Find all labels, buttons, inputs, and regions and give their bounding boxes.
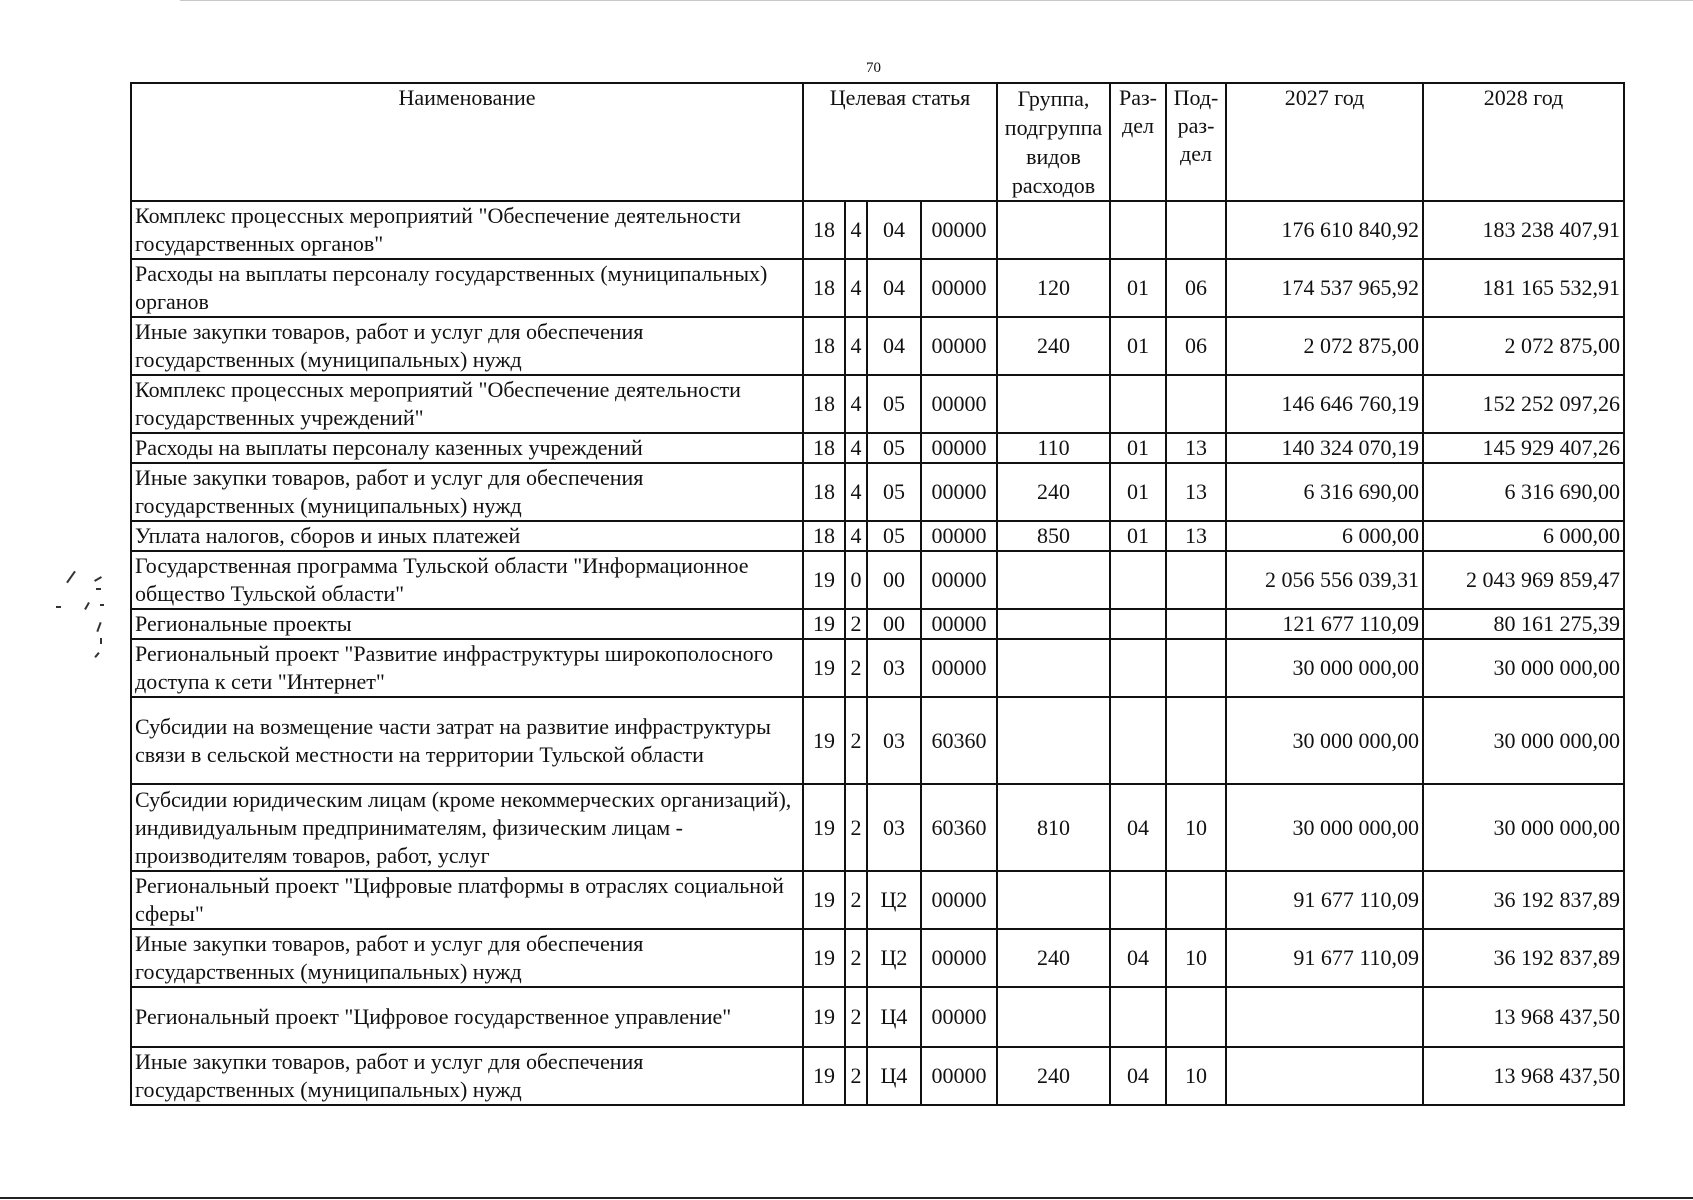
article-code-4: 60360 — [921, 784, 997, 871]
article-code-2: 4 — [845, 375, 867, 433]
article-code-2: 4 — [845, 521, 867, 551]
article-code-3: 04 — [867, 201, 921, 259]
article-code-4: 00000 — [921, 259, 997, 317]
article-code-3: 03 — [867, 697, 921, 784]
table-row — [131, 463, 1624, 521]
amount-2028: 2 072 875,00 — [1423, 317, 1624, 375]
article-code-3: 00 — [867, 609, 921, 639]
table-row — [131, 317, 1624, 375]
row-name: Расходы на выплаты персоналу государственных (муниципальных) органов — [131, 259, 803, 317]
table-row — [131, 521, 1624, 551]
amount-2027: 2 056 556 039,31 — [1226, 551, 1423, 609]
article-code-2: 4 — [845, 317, 867, 375]
article-code-1: 18 — [803, 201, 845, 259]
article-code-4: 60360 — [921, 697, 997, 784]
subsection: 06 — [1166, 317, 1226, 375]
expense-group — [997, 871, 1110, 929]
row-name: Региональные проекты — [131, 609, 803, 639]
amount-2027: 140 324 070,19 — [1226, 433, 1423, 463]
row-name: Комплекс процессных мероприятий "Обеспечение деятельности государственных органов" — [131, 201, 803, 259]
table-row — [131, 929, 1624, 987]
article-code-1: 18 — [803, 259, 845, 317]
section: 04 — [1110, 784, 1166, 871]
article-code-2: 4 — [845, 463, 867, 521]
article-code-3: 05 — [867, 521, 921, 551]
article-code-4: 00000 — [921, 609, 997, 639]
amount-2028: 181 165 532,91 — [1423, 259, 1624, 317]
article-code-2: 2 — [845, 784, 867, 871]
page-number: 70 — [866, 60, 881, 76]
table-row — [131, 1047, 1624, 1105]
expense-group — [997, 639, 1110, 697]
section — [1110, 375, 1166, 433]
article-code-4: 00000 — [921, 929, 997, 987]
scan-edge-top — [180, 0, 1693, 1]
row-name: Региональный проект "Цифровые платформы в отраслях социальной сферы" — [131, 871, 803, 929]
article-code-4: 00000 — [921, 639, 997, 697]
amount-2027: 6 316 690,00 — [1226, 463, 1423, 521]
amount-2027: 30 000 000,00 — [1226, 639, 1423, 697]
article-code-2: 4 — [845, 259, 867, 317]
header-year-2027: 2027 год — [1226, 83, 1423, 201]
section: 01 — [1110, 259, 1166, 317]
table-row — [131, 259, 1624, 317]
amount-2027 — [1226, 1047, 1423, 1105]
article-code-1: 18 — [803, 521, 845, 551]
article-code-3: 04 — [867, 259, 921, 317]
amount-2027: 121 677 110,09 — [1226, 609, 1423, 639]
amount-2028: 6 316 690,00 — [1423, 463, 1624, 521]
expense-group: 240 — [997, 317, 1110, 375]
article-code-4: 00000 — [921, 1047, 997, 1105]
amount-2027: 91 677 110,09 — [1226, 929, 1423, 987]
amount-2028: 13 968 437,50 — [1423, 1047, 1624, 1105]
row-name: Иные закупки товаров, работ и услуг для обеспечения государственных (муниципальных) нужд — [131, 929, 803, 987]
row-name: Субсидии юридическим лицам (кроме некоммерческих организаций), индивидуальным предпринимателям, физическим лицам - производителям товаров, работ, услуг — [131, 784, 803, 871]
table-header-row — [131, 83, 1624, 201]
section: 01 — [1110, 463, 1166, 521]
article-code-4: 00000 — [921, 201, 997, 259]
header-target-article: Целевая статья — [803, 83, 997, 201]
section — [1110, 871, 1166, 929]
amount-2028: 13 968 437,50 — [1423, 987, 1624, 1047]
section — [1110, 697, 1166, 784]
article-code-3: 04 — [867, 317, 921, 375]
article-code-1: 18 — [803, 463, 845, 521]
subsection: 13 — [1166, 463, 1226, 521]
article-code-1: 19 — [803, 639, 845, 697]
article-code-4: 00000 — [921, 987, 997, 1047]
expense-group: 120 — [997, 259, 1110, 317]
row-name: Иные закупки товаров, работ и услуг для обеспечения государственных (муниципальных) нужд — [131, 463, 803, 521]
table-row — [131, 639, 1624, 697]
section — [1110, 609, 1166, 639]
article-code-4: 00000 — [921, 551, 997, 609]
amount-2027: 30 000 000,00 — [1226, 784, 1423, 871]
amount-2028: 36 192 837,89 — [1423, 929, 1624, 987]
article-code-4: 00000 — [921, 317, 997, 375]
section — [1110, 201, 1166, 259]
article-code-3: Ц4 — [867, 1047, 921, 1105]
amount-2028: 6 000,00 — [1423, 521, 1624, 551]
amount-2028: 30 000 000,00 — [1423, 784, 1624, 871]
table-row — [131, 609, 1624, 639]
expense-group: 240 — [997, 1047, 1110, 1105]
article-code-1: 19 — [803, 697, 845, 784]
expense-group — [997, 375, 1110, 433]
subsection: 10 — [1166, 929, 1226, 987]
subsection: 06 — [1166, 259, 1226, 317]
article-code-2: 2 — [845, 929, 867, 987]
subsection — [1166, 871, 1226, 929]
article-code-3: 05 — [867, 433, 921, 463]
article-code-3: Ц4 — [867, 987, 921, 1047]
row-name: Субсидии на возмещение части затрат на развитие инфраструктуры связи в сельской местности на территории Тульской области — [131, 697, 803, 784]
expense-group: 810 — [997, 784, 1110, 871]
amount-2027: 174 537 965,92 — [1226, 259, 1423, 317]
expense-group — [997, 987, 1110, 1047]
article-code-2: 4 — [845, 201, 867, 259]
amount-2028: 145 929 407,26 — [1423, 433, 1624, 463]
row-name: Уплата налогов, сборов и иных платежей — [131, 521, 803, 551]
table-row — [131, 987, 1624, 1047]
amount-2028: 30 000 000,00 — [1423, 639, 1624, 697]
expense-group — [997, 551, 1110, 609]
article-code-3: 05 — [867, 463, 921, 521]
article-code-2: 2 — [845, 1047, 867, 1105]
amount-2028: 183 238 407,91 — [1423, 201, 1624, 259]
subsection: 10 — [1166, 784, 1226, 871]
section: 01 — [1110, 317, 1166, 375]
budget-table — [130, 82, 1625, 1106]
article-code-2: 2 — [845, 871, 867, 929]
article-code-4: 00000 — [921, 871, 997, 929]
article-code-1: 19 — [803, 929, 845, 987]
article-code-1: 18 — [803, 317, 845, 375]
table-row — [131, 697, 1624, 784]
article-code-2: 2 — [845, 639, 867, 697]
amount-2027: 91 677 110,09 — [1226, 871, 1423, 929]
amount-2027: 6 000,00 — [1226, 521, 1423, 551]
section: 01 — [1110, 433, 1166, 463]
subsection — [1166, 375, 1226, 433]
expense-group — [997, 201, 1110, 259]
article-code-2: 4 — [845, 433, 867, 463]
expense-group: 240 — [997, 463, 1110, 521]
article-code-3: Ц2 — [867, 929, 921, 987]
header-section: Раз- дел — [1110, 83, 1166, 201]
subsection — [1166, 201, 1226, 259]
article-code-3: 03 — [867, 639, 921, 697]
article-code-4: 00000 — [921, 433, 997, 463]
article-code-1: 19 — [803, 784, 845, 871]
amount-2028: 36 192 837,89 — [1423, 871, 1624, 929]
amount-2027: 30 000 000,00 — [1226, 697, 1423, 784]
table-row — [131, 871, 1624, 929]
scan-edge-bottom — [0, 1197, 1693, 1199]
row-name: Региональный проект "Развитие инфраструктуры широкополосного доступа к сети "Интернет" — [131, 639, 803, 697]
subsection: 13 — [1166, 433, 1226, 463]
subsection — [1166, 697, 1226, 784]
row-name: Иные закупки товаров, работ и услуг для обеспечения государственных (муниципальных) нужд — [131, 1047, 803, 1105]
expense-group — [997, 697, 1110, 784]
article-code-3: Ц2 — [867, 871, 921, 929]
article-code-1: 18 — [803, 433, 845, 463]
article-code-2: 2 — [845, 609, 867, 639]
article-code-1: 19 — [803, 609, 845, 639]
header-name: Наименование — [131, 83, 803, 201]
table-row — [131, 201, 1624, 259]
row-name: Расходы на выплаты персоналу казенных учреждений — [131, 433, 803, 463]
row-name: Комплекс процессных мероприятий "Обеспечение деятельности государственных учреждений" — [131, 375, 803, 433]
amount-2028: 80 161 275,39 — [1423, 609, 1624, 639]
table-row — [131, 784, 1624, 871]
subsection — [1166, 609, 1226, 639]
section — [1110, 987, 1166, 1047]
header-expense-group: Группа, подгруппа видов расходов — [997, 83, 1110, 201]
expense-group: 240 — [997, 929, 1110, 987]
table-row — [131, 551, 1624, 609]
article-code-1: 18 — [803, 375, 845, 433]
article-code-4: 00000 — [921, 375, 997, 433]
header-subsection: Под- раз- дел — [1166, 83, 1226, 201]
section: 01 — [1110, 521, 1166, 551]
article-code-3: 03 — [867, 784, 921, 871]
expense-group — [997, 609, 1110, 639]
amount-2027: 2 072 875,00 — [1226, 317, 1423, 375]
article-code-1: 19 — [803, 1047, 845, 1105]
section: 04 — [1110, 1047, 1166, 1105]
row-name: Государственная программа Тульской области "Информационное общество Тульской области" — [131, 551, 803, 609]
amount-2028: 30 000 000,00 — [1423, 697, 1624, 784]
article-code-1: 19 — [803, 551, 845, 609]
article-code-4: 00000 — [921, 463, 997, 521]
subsection — [1166, 987, 1226, 1047]
article-code-2: 2 — [845, 697, 867, 784]
row-name: Региональный проект "Цифровое государственное управление" — [131, 987, 803, 1047]
section — [1110, 639, 1166, 697]
row-name: Иные закупки товаров, работ и услуг для обеспечения государственных (муниципальных) нужд — [131, 317, 803, 375]
article-code-2: 0 — [845, 551, 867, 609]
article-code-3: 00 — [867, 551, 921, 609]
article-code-1: 19 — [803, 987, 845, 1047]
article-code-2: 2 — [845, 987, 867, 1047]
expense-group: 110 — [997, 433, 1110, 463]
amount-2028: 2 043 969 859,47 — [1423, 551, 1624, 609]
section — [1110, 551, 1166, 609]
amount-2027: 176 610 840,92 — [1226, 201, 1423, 259]
table-row — [131, 375, 1624, 433]
article-code-3: 05 — [867, 375, 921, 433]
amount-2027: 146 646 760,19 — [1226, 375, 1423, 433]
header-year-2028: 2028 год — [1423, 83, 1624, 201]
subsection: 10 — [1166, 1047, 1226, 1105]
article-code-4: 00000 — [921, 521, 997, 551]
table-row — [131, 433, 1624, 463]
subsection: 13 — [1166, 521, 1226, 551]
article-code-1: 19 — [803, 871, 845, 929]
amount-2028: 152 252 097,26 — [1423, 375, 1624, 433]
amount-2027 — [1226, 987, 1423, 1047]
expense-group: 850 — [997, 521, 1110, 551]
section: 04 — [1110, 929, 1166, 987]
subsection — [1166, 639, 1226, 697]
subsection — [1166, 551, 1226, 609]
